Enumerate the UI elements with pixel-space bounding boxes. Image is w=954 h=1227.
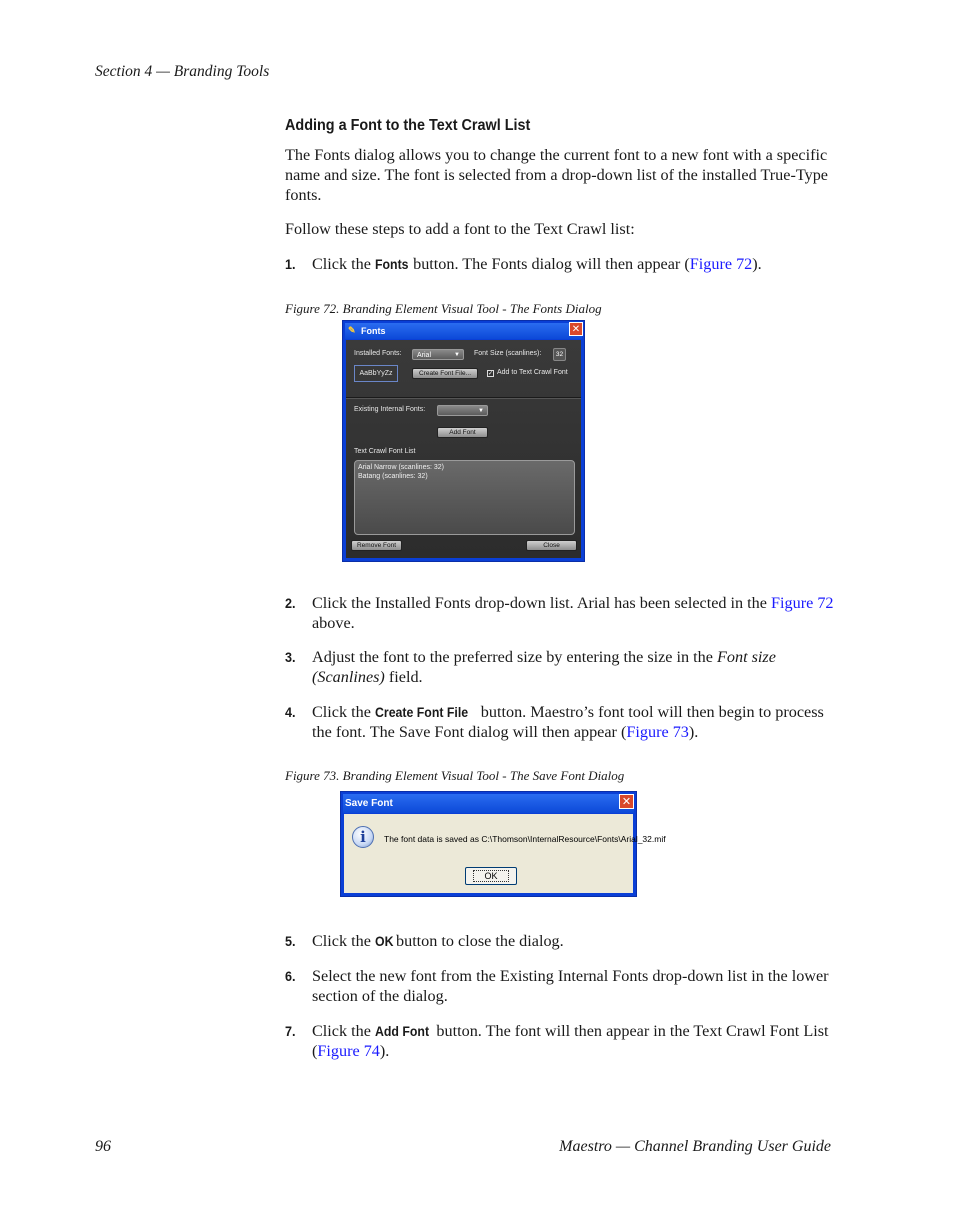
ui-term: Create Font File <box>374 704 469 720</box>
fonts-dialog <box>342 320 585 562</box>
step-text: Click the <box>312 932 375 950</box>
step-number: 2. <box>285 595 296 611</box>
step-2 <box>285 593 835 633</box>
step-text: button. Maestro’s font tool will then begin to process the font. The Save Font dialog will then appear ( <box>312 703 824 741</box>
ui-term: Add Font <box>374 1023 430 1039</box>
intro-paragraph: The Fonts dialog allows you to change the current font to a new font with a specific name and size. The font is selected from a drop-down list of the installed True-Type fonts. <box>285 146 828 204</box>
close-button[interactable]: Close <box>526 540 577 551</box>
step-text: ). <box>752 255 762 273</box>
existing-fonts-label: Existing Internal Fonts: <box>354 406 426 413</box>
step-number: 4. <box>285 704 296 720</box>
section-divider <box>346 397 581 399</box>
step-text: button. The font will then appear in the Text Crawl Font List ( <box>312 1022 829 1060</box>
step-text: button. The Fonts dialog will then appear ( <box>409 255 690 273</box>
field-name: Font size (Scanlines) <box>312 648 776 686</box>
step-6 <box>285 966 835 1006</box>
figure-caption: Figure 73. Branding Element Visual Tool - The Save Font Dialog <box>285 768 625 783</box>
step-text: field. <box>384 668 423 686</box>
crawl-list-label: Text Crawl Font List <box>354 448 416 455</box>
figure-link[interactable]: Figure 73 <box>626 723 689 741</box>
ui-term: OK <box>374 933 394 949</box>
save-message: The font data is saved as C:\Thomson\InternalResource\Fonts\Arial_32.mif <box>384 834 666 844</box>
figure-caption: Figure 72. Branding Element Visual Tool - The Fonts Dialog <box>285 301 602 316</box>
dialog-title: Fonts <box>361 326 386 336</box>
ok-label: OK <box>473 870 508 882</box>
crawl-font-list[interactable] <box>354 460 575 535</box>
save-font-dialog <box>340 791 666 897</box>
document-title: Maestro — Channel Branding User Guide <box>559 1138 831 1155</box>
list-item[interactable]: Arial Narrow (scanlines: 32) <box>358 464 444 471</box>
fonts-app-icon: ✎ <box>348 325 356 335</box>
close-icon[interactable]: ✕ <box>569 322 583 336</box>
step-text: Click the <box>312 255 375 273</box>
step-text: Click the <box>312 703 375 721</box>
step-text: ). <box>688 723 699 741</box>
installed-fonts-value: Arial <box>417 352 432 359</box>
page-number: 96 <box>95 1138 111 1155</box>
figure-link[interactable]: Figure 74 <box>317 1042 380 1060</box>
info-icon: i <box>352 826 374 848</box>
font-size-input[interactable]: 32 <box>553 348 566 361</box>
chevron-down-icon: ▼ <box>454 352 460 358</box>
step-text: button to close the dialog. <box>391 932 564 950</box>
create-font-file-button[interactable]: Create Font File... <box>412 368 478 379</box>
figure-link[interactable]: Figure 72 <box>771 594 834 612</box>
figure-link[interactable]: Figure 72 <box>689 255 753 273</box>
dialog-title: Save Font <box>345 798 393 809</box>
steps-intro: Follow these steps to add a font to the Text Crawl list: <box>285 220 635 238</box>
step-text: Click the <box>312 1022 375 1040</box>
dialog-title-bar <box>343 794 634 813</box>
list-item[interactable]: Batang (scanlines: 32) <box>358 473 428 480</box>
dialog-title-bar <box>345 323 582 339</box>
step-4 <box>285 702 835 742</box>
remove-font-button[interactable]: Remove Font <box>351 540 402 551</box>
add-to-crawl-checkbox[interactable]: ✓ <box>488 371 494 377</box>
section-heading: Adding a Font to the Text Crawl List <box>285 117 531 134</box>
step-text: ). <box>379 1042 390 1060</box>
step-text: Adjust the font to the preferred size by entering the size in the <box>312 648 718 666</box>
step-number: 7. <box>285 1023 296 1039</box>
step-number: 5. <box>285 933 296 949</box>
running-header: Section 4 — Branding Tools <box>95 63 270 80</box>
add-font-button[interactable]: Add Font <box>437 427 488 438</box>
step-number: 6. <box>285 968 296 984</box>
ui-term: Fonts <box>374 256 409 272</box>
step-7 <box>285 1021 835 1061</box>
step-5 <box>285 931 835 951</box>
step-text: Select the new font from the Existing Internal Fonts drop-down list in the lower section of the dialog. <box>312 967 829 1005</box>
font-sample-preview: AaBbYyZz <box>354 365 398 382</box>
installed-fonts-label: Installed Fonts: <box>354 350 402 357</box>
dialog-body <box>346 340 581 558</box>
add-to-crawl-label: Add to Text Crawl Font <box>497 369 568 376</box>
existing-fonts-dropdown[interactable] <box>437 405 488 416</box>
step-1 <box>285 254 835 274</box>
step-3 <box>285 647 835 687</box>
close-icon[interactable]: ✕ <box>619 794 634 809</box>
font-size-label: Font Size (scanlines): <box>474 350 542 357</box>
step-number: 1. <box>285 256 296 272</box>
installed-fonts-dropdown[interactable] <box>412 349 464 360</box>
ok-button[interactable] <box>465 867 517 885</box>
step-text: above. <box>312 614 355 632</box>
dialog-body <box>344 814 666 893</box>
chevron-down-icon: ▼ <box>478 408 484 414</box>
step-text: Click the Installed Fonts drop-down list. Arial has been selected in the <box>312 594 772 612</box>
step-number: 3. <box>285 649 296 665</box>
